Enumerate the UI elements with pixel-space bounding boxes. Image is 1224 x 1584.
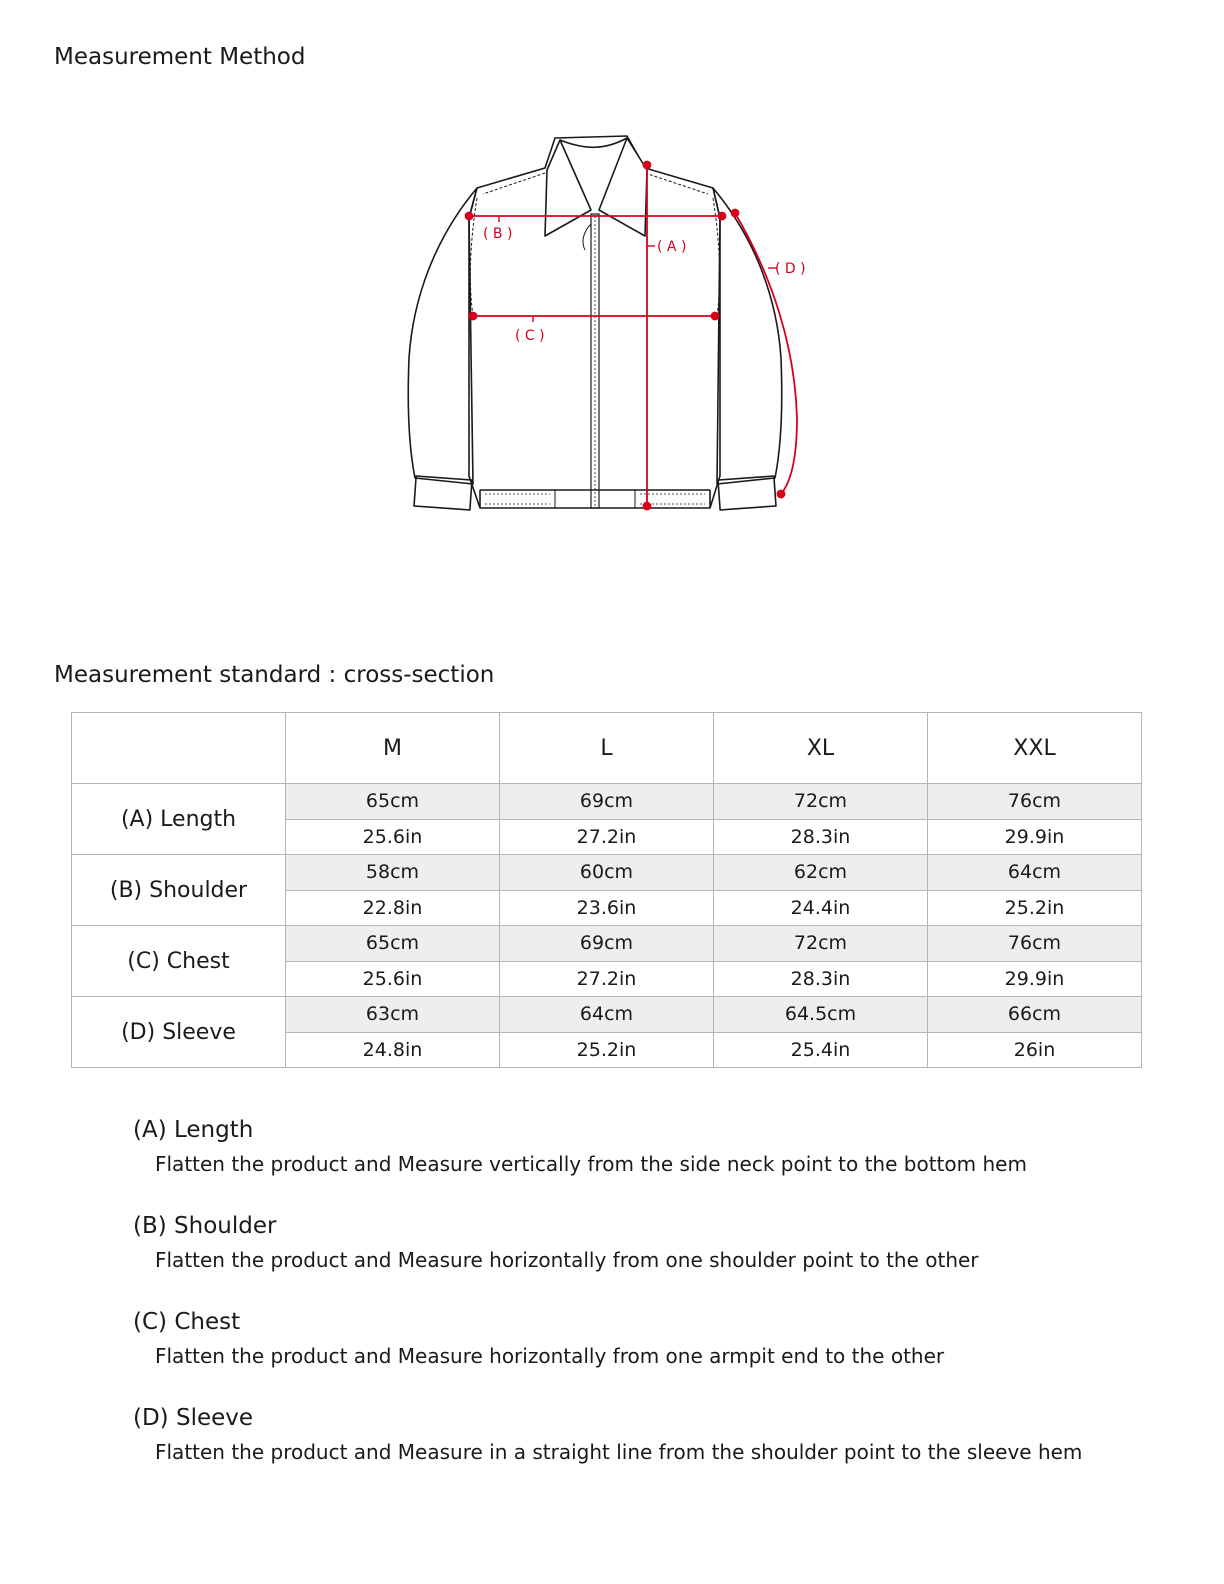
note-description: Flatten the product and Measure in a straight line from the shoulder point to the sleeve hem xyxy=(155,1440,1083,1464)
chest-cm-l: 69cm xyxy=(500,926,714,962)
note-chest xyxy=(133,1309,1082,1405)
shoulder-cm-l: 60cm xyxy=(500,855,714,891)
sleeve-in-l: 25.2in xyxy=(500,1032,714,1068)
note-description: Flatten the product and Measure horizontally from one armpit end to the other xyxy=(155,1344,945,1368)
shoulder-cm-m: 58cm xyxy=(286,855,500,891)
length-cm-xl: 72cm xyxy=(714,784,928,820)
shoulder-in-m: 22.8in xyxy=(286,890,500,926)
shoulder-in-xl: 24.4in xyxy=(714,890,928,926)
size-header-m: M xyxy=(286,713,500,784)
sleeve-in-xl: 25.4in xyxy=(714,1032,928,1068)
note-length xyxy=(133,1117,1082,1213)
note-title: (C) Chest xyxy=(133,1309,241,1335)
chest-in-xl: 28.3in xyxy=(714,961,928,997)
length-in-l: 27.2in xyxy=(500,819,714,855)
row-label-shoulder: (B) Shoulder xyxy=(72,855,286,926)
note-sleeve xyxy=(133,1405,1082,1501)
size-header-l: L xyxy=(500,713,714,784)
sleeve-cm-xl: 64.5cm xyxy=(714,997,928,1033)
chest-in-m: 25.6in xyxy=(286,961,500,997)
table-row-sleeve-cm xyxy=(72,997,1142,1033)
label-c: ( C ) xyxy=(515,328,545,344)
chest-cm-m: 65cm xyxy=(286,926,500,962)
sleeve-in-m: 24.8in xyxy=(286,1032,500,1068)
shoulder-in-l: 23.6in xyxy=(500,890,714,926)
length-cm-m: 65cm xyxy=(286,784,500,820)
note-title: (B) Shoulder xyxy=(133,1213,277,1239)
note-title: (D) Sleeve xyxy=(133,1405,254,1431)
measurement-notes xyxy=(133,1117,1082,1501)
length-in-xxl: 29.9in xyxy=(928,819,1142,855)
length-in-xl: 28.3in xyxy=(714,819,928,855)
row-label-sleeve: (D) Sleeve xyxy=(72,997,286,1068)
table-row-length-cm xyxy=(72,784,1142,820)
shoulder-cm-xxl: 64cm xyxy=(928,855,1142,891)
measurement-method-title: Measurement Method xyxy=(54,44,306,70)
size-header-xl: XL xyxy=(714,713,928,784)
measurement-standard-title: Measurement standard : cross-section xyxy=(54,662,495,688)
table-row-shoulder-cm xyxy=(72,855,1142,891)
note-shoulder xyxy=(133,1213,1082,1309)
note-description: Flatten the product and Measure vertically from the side neck point to the bottom hem xyxy=(155,1152,1027,1176)
row-label-chest: (C) Chest xyxy=(72,926,286,997)
length-in-m: 25.6in xyxy=(286,819,500,855)
size-table xyxy=(71,712,1142,1068)
length-cm-xxl: 76cm xyxy=(928,784,1142,820)
sleeve-cm-xxl: 66cm xyxy=(928,997,1142,1033)
sleeve-cm-m: 63cm xyxy=(286,997,500,1033)
jacket-measurement-diagram xyxy=(395,128,825,528)
sleeve-in-xxl: 26in xyxy=(928,1032,1142,1068)
chest-in-xxl: 29.9in xyxy=(928,961,1142,997)
label-b: ( B ) xyxy=(483,226,513,242)
label-d: ( D ) xyxy=(775,261,806,277)
label-a: ( A ) xyxy=(657,239,687,255)
note-description: Flatten the product and Measure horizontally from one shoulder point to the other xyxy=(155,1248,979,1272)
shoulder-in-xxl: 25.2in xyxy=(928,890,1142,926)
table-row-chest-cm xyxy=(72,926,1142,962)
sleeve-cm-l: 64cm xyxy=(500,997,714,1033)
size-header-xxl: XXL xyxy=(928,713,1142,784)
header-corner xyxy=(72,713,286,784)
length-cm-l: 69cm xyxy=(500,784,714,820)
chest-cm-xxl: 76cm xyxy=(928,926,1142,962)
size-header-row xyxy=(72,713,1142,784)
shoulder-cm-xl: 62cm xyxy=(714,855,928,891)
chest-cm-xl: 72cm xyxy=(714,926,928,962)
note-title: (A) Length xyxy=(133,1117,254,1143)
jacket-outline xyxy=(408,136,782,510)
chest-in-l: 27.2in xyxy=(500,961,714,997)
row-label-length: (A) Length xyxy=(72,784,286,855)
